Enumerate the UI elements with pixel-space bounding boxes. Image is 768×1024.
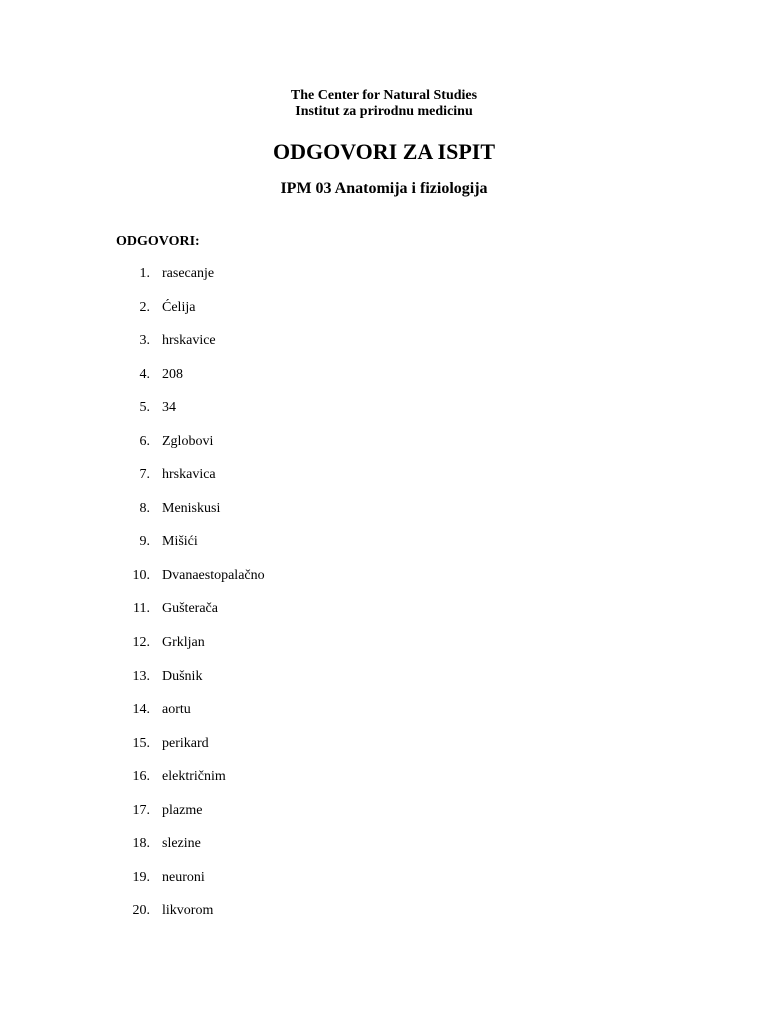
list-item [0,802,768,836]
answer-text: hrskavice [162,333,216,349]
list-item [0,735,768,769]
answer-number: 7. [139,467,150,483]
answer-text: 208 [162,366,183,382]
answer-text: Mišići [162,534,198,550]
answer-number: 16. [132,769,150,785]
institute-name: Institut za prirodnu medicinu [295,104,473,119]
answer-number: 3. [139,333,150,349]
answers-list [0,265,768,936]
list-item [0,265,768,299]
answer-text: neuroni [162,869,205,885]
answer-number: 5. [139,400,150,416]
answer-number: 11. [133,601,150,617]
list-item [0,768,768,802]
list-item [0,869,768,903]
answer-text: Gušterača [162,601,218,617]
answer-number: 1. [139,266,150,281]
list-item [0,332,768,366]
organization-name: The Center for Natural Studies [290,88,478,103]
list-item [0,533,768,567]
answer-number: 6. [139,433,150,449]
answer-text: Meniskusi [162,500,221,516]
list-item [0,466,768,500]
list-item [0,500,768,534]
answer-text: Grkljan [162,635,205,651]
list-item [0,299,768,333]
answer-text: Ćelija [162,299,196,315]
answer-number: 19. [132,869,150,885]
list-item [0,600,768,634]
list-item [0,433,768,467]
list-item [0,902,768,936]
list-item [0,366,768,400]
list-item [0,835,768,869]
answer-text: električnim [162,769,226,785]
answer-number: 12. [132,635,150,651]
answer-text: likvorom [162,903,214,919]
answer-number: 8. [139,500,150,516]
document-title: ODGOVORI ZA ISPIT [272,139,496,164]
answer-number: 13. [132,668,150,684]
document-header [0,88,768,120]
answer-text: aortu [162,702,191,718]
answer-number: 10. [132,567,150,583]
answer-text: perikard [162,735,209,751]
answer-text: Dvanaestopalačno [162,567,265,583]
answer-text: Zglobovi [162,433,214,449]
document-subtitle: IPM 03 Anatomija i fiziologija [280,180,488,197]
answers-heading: ODGOVORI: [116,234,200,249]
answer-number: 20. [132,903,150,919]
list-item [0,634,768,668]
answer-text: slezine [162,836,201,852]
answer-text: rasecanje [162,266,215,281]
answer-number: 4. [139,366,150,382]
list-item [0,668,768,702]
list-item [0,701,768,735]
answer-number: 18. [132,836,150,852]
list-item [0,567,768,601]
list-item [0,399,768,433]
answer-number: 14. [132,702,150,718]
answer-number: 17. [132,802,150,818]
answer-text: plazme [162,802,203,818]
answer-number: 15. [132,735,150,751]
answer-text: hrskavica [162,467,216,483]
answer-text: 34 [162,400,176,416]
answer-text: Dušnik [162,668,203,684]
answer-number: 2. [139,299,150,315]
answer-number: 9. [139,534,150,550]
